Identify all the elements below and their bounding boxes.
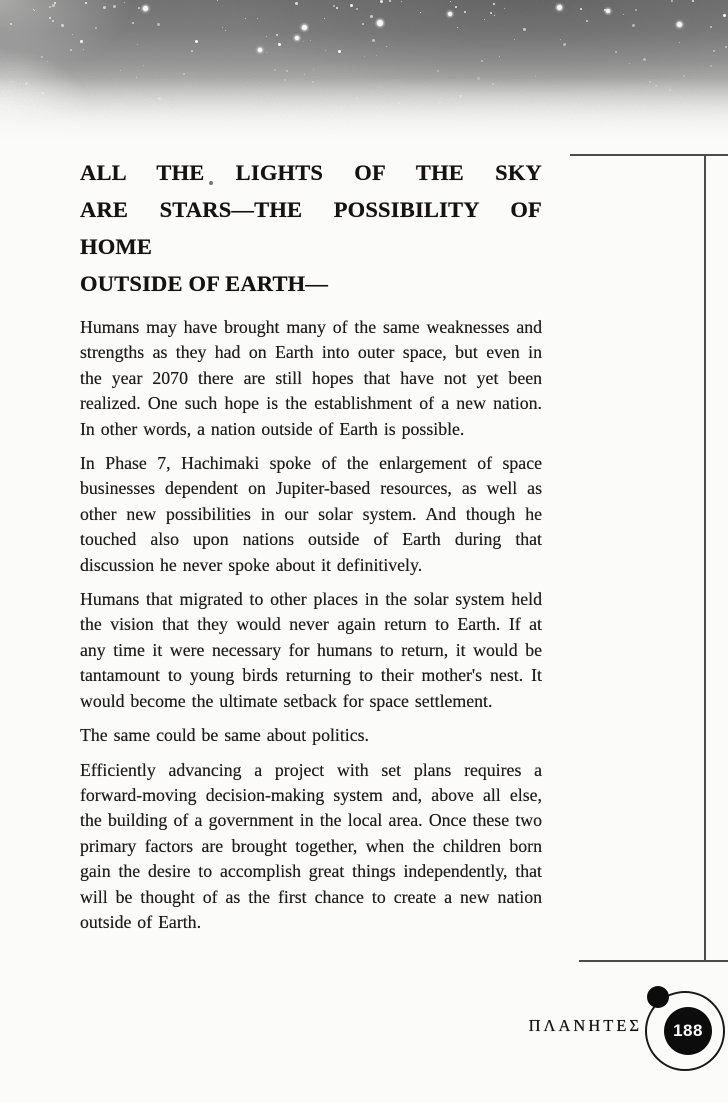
panel-border-vertical-rule — [704, 154, 706, 962]
page-number-logo — [645, 991, 725, 1071]
page-heading — [80, 154, 542, 302]
body-paragraph: Efficiently advancing a project with set plans requires a forward-moving decision-making system and, above all else, the building of a government in the local area. Once these two primary factors are brought together, when the children born gain the desire to accomplish great things independently, that will be thought of as the first chance to create a new nation outside of Earth. — [80, 759, 542, 932]
page-number: 188 — [673, 1021, 703, 1040]
heading-line: ALL THE LIGHTS OF THE SKY — [80, 160, 542, 185]
starfield-header — [0, 0, 728, 142]
series-title: ΠΛΑΝΗΤΕΣ — [528, 1016, 642, 1035]
moon-dot-icon — [647, 986, 669, 1008]
body-paragraph: Humans may have brought many of the same weaknesses and strengths as they had on Earth into outer space, but even in the year 2070 there are still hopes that have not yet been realized. One such hope is the establishment of a new nation. In other words, a nation outside of Earth is possible. — [80, 317, 542, 439]
body-paragraph: In Phase 7, Hachimaki spoke of the enlargement of space businesses dependent on Jupiter-based resources, as well as other new possibilities in our solar system. And though he touched also upon nations outside of Earth during that discussion he never spoke about it definitively. — [80, 453, 542, 575]
body-paragraph: The same could be same about politics. — [80, 725, 369, 746]
text-column — [80, 154, 542, 944]
starfield-fade — [0, 0, 728, 142]
heading-line: ARE STARS—THE POSSIBILITY OF HOME — [80, 197, 542, 259]
planet-circle-icon — [664, 1007, 712, 1055]
heading-line: OUTSIDE OF EARTH— — [80, 271, 329, 296]
panel-border-bottom-rule — [579, 960, 728, 962]
body-paragraph: Humans that migrated to other places in the solar system held the vision that they would never again return to Earth. If at any time it were necessary for humans to return, it would be tantamount to young birds returning to their mother's nest. It would become the ultimate setback for space settlement. — [80, 589, 542, 711]
